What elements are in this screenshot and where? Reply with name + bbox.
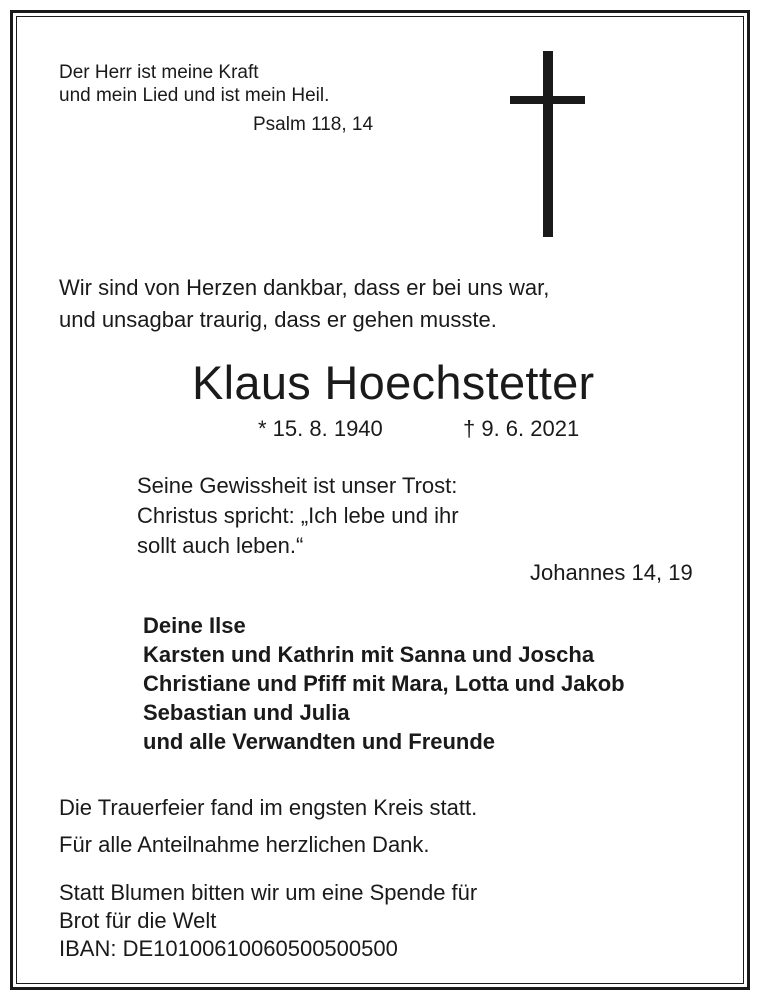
family-member: und alle Verwandten und Freunde bbox=[143, 729, 496, 754]
funeral-notice: Die Trauerfeier fand im engsten Kreis statt. bbox=[59, 795, 478, 820]
family-member: Christiane und Pfiff mit Mara, Lotta und Jakob bbox=[143, 671, 625, 696]
intro-line: und unsagbar traurig, dass er gehen musste. bbox=[59, 307, 497, 332]
bible-quote bbox=[137, 471, 459, 561]
psalm-verse bbox=[59, 61, 329, 107]
donation-line: Brot für die Welt bbox=[59, 908, 217, 933]
donation-line: Statt Blumen bitten wir um eine Spende für bbox=[59, 880, 478, 905]
donation-iban: IBAN: DE10100610060500500500 bbox=[59, 936, 398, 961]
thanks-notice: Für alle Anteilnahme herzlichen Dank. bbox=[59, 832, 430, 857]
cross-vertical-bar bbox=[543, 51, 553, 237]
obituary-frame bbox=[10, 10, 750, 990]
cross-horizontal-bar bbox=[510, 96, 585, 104]
death-date: † 9. 6. 2021 bbox=[463, 416, 580, 441]
quote-line: Christus spricht: „Ich lebe und ihr bbox=[137, 503, 459, 528]
quote-reference: Johannes 14, 19 bbox=[530, 560, 693, 585]
psalm-line: und mein Lied und ist mein Heil. bbox=[59, 85, 330, 106]
psalm-reference: Psalm 118, 14 bbox=[253, 114, 374, 135]
donation-notice bbox=[59, 879, 477, 963]
quote-line: Seine Gewissheit ist unser Trost: bbox=[137, 473, 458, 498]
quote-line: sollt auch leben.“ bbox=[137, 533, 304, 558]
intro-line: Wir sind von Herzen dankbar, dass er bei uns war, bbox=[59, 275, 550, 300]
intro-text bbox=[59, 272, 549, 336]
family-member: Sebastian und Julia bbox=[143, 700, 350, 725]
birth-date: * 15. 8. 1940 bbox=[258, 416, 383, 441]
psalm-line: Der Herr ist meine Kraft bbox=[59, 62, 259, 83]
deceased-name: Klaus Hoechstetter bbox=[192, 356, 595, 409]
family-list bbox=[143, 611, 625, 756]
family-member: Karsten und Kathrin mit Sanna und Joscha bbox=[143, 642, 595, 667]
family-member: Deine Ilse bbox=[143, 613, 246, 638]
